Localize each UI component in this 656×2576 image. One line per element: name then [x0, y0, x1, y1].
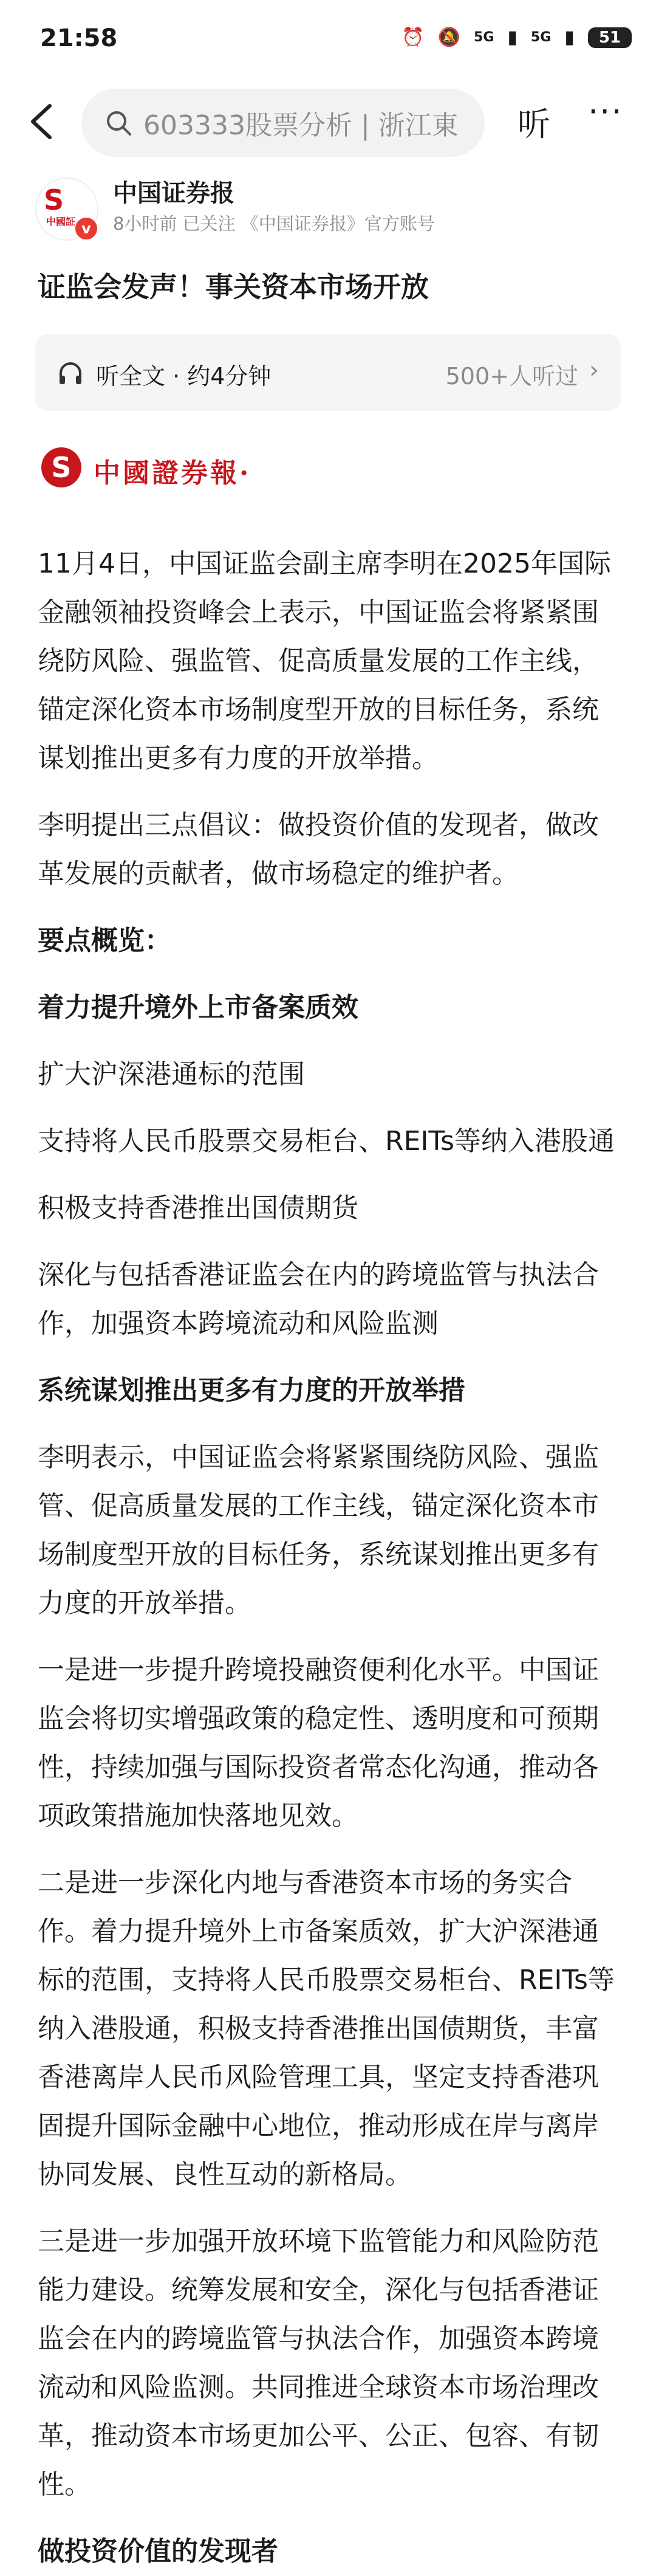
- headphones-icon: [57, 360, 84, 387]
- author-name[interactable]: 中国证券报: [113, 179, 234, 207]
- listen-card[interactable]: [35, 334, 621, 411]
- article-paragraph: 李明表示，中国证监会将紧紧围绕防风险、强监管、促高质量发展的工作主线，锚定深化资本市场制度型开放的目标任务，系统谋划推出更多有力度的开放举措。: [38, 1442, 599, 1619]
- avatar-logo-icon: S: [44, 184, 64, 216]
- search-input[interactable]: [81, 89, 485, 157]
- signal-icon: 5G: [474, 30, 494, 45]
- chevron-right-icon: ›: [589, 356, 599, 384]
- alarm-icon: ⏰: [401, 27, 425, 48]
- more-button[interactable]: ···: [588, 92, 623, 131]
- signal-bars-icon: ▮: [507, 27, 518, 48]
- article-paragraph: 支持将人民币股票交易柜台、REITs等纳入港股通: [38, 1126, 615, 1157]
- article-paragraph: 三是进一步加强开放环境下监管能力和风险防范能力建设。统筹发展和安全，深化与包括香港证监会在内的跨境监管与执法合作，加强资本跨境流动和风险监测。共同推进全球资本市场治理改革，推动资本市场更加公平、公正、包容、有韧性。: [38, 2226, 599, 2500]
- section-heading: 系统谋划推出更多有力度的开放举措: [38, 1375, 465, 1406]
- article-paragraph: 一是进一步提升跨境投融资便利化水平。中国证监会将切实增强政策的稳定性、透明度和可预期性，持续加强与国际投资者常态化沟通，推动各项政策措施加快落地见效。: [38, 1655, 599, 1831]
- avatar-text: 中國証: [46, 216, 76, 227]
- article-paragraph: 深化与包括香港证监会在内的跨境监管与执法合作，加强资本跨境流动和风险监测: [38, 1259, 599, 1339]
- article-paragraph: 11月4日，中国证监会副主席李明在2025年国际金融领袖投资峰会上表示，中国证监会将紧紧围绕防风险、强监管、促高质量发展的工作主线，锚定深化资本市场制度型开放的目标任务，系统谋划推出更多有力度的开放举措。: [38, 548, 611, 774]
- listen-count: 500+人听过: [445, 363, 578, 390]
- article-paragraph: 李明提出三点倡议：做投资价值的发现者，做改革发展的贡献者，做市场稳定的维护者。: [38, 810, 599, 889]
- mute-icon: 🔕: [437, 27, 461, 48]
- back-icon[interactable]: [24, 102, 61, 141]
- signal-bars-icon-2: ▮: [564, 27, 575, 48]
- article-paragraph: 二是进一步深化内地与香港资本市场的务实合作。着力提升境外上市备案质效，扩大沪深港通标的范围，支持将人民币股票交易柜台、REITs等纳入港股通，积极支持香港推出国债期货，丰富香港离岸人民币风险管理工具，坚定支持香港巩固提升国际金融中心地位，推动形成在岸与离岸协同发展、良性互动的新格局。: [38, 1867, 615, 2190]
- publisher-logo: [41, 447, 656, 490]
- logo-text: 中國證券報·: [94, 458, 251, 489]
- status-bar: [0, 0, 656, 85]
- section-heading: 要点概览：: [38, 925, 171, 956]
- status-time: 21:58: [40, 24, 118, 52]
- article-paragraph: 积极支持香港推出国债期货: [38, 1193, 358, 1224]
- author-meta: 8小时前 已关注 《中国证券报》官方账号: [113, 213, 435, 234]
- status-icons: [401, 27, 632, 48]
- section-heading: 做投资价值的发现者: [38, 2536, 278, 2567]
- article-title: 证监会发声！事关资本市场开放: [38, 270, 429, 303]
- search-icon: [104, 109, 132, 137]
- author-row[interactable]: [0, 174, 656, 241]
- signal-icon-2: 5G: [530, 30, 552, 45]
- article-body: [38, 540, 622, 2576]
- listen-label: 听全文 · 约4分钟: [96, 363, 272, 390]
- listen-button[interactable]: 听: [518, 105, 550, 143]
- top-bar: [0, 85, 656, 158]
- logo-mark-icon: S: [41, 447, 81, 487]
- battery-icon: 51: [588, 27, 632, 48]
- search-query: 603333股票分析 | 浙江東: [143, 110, 459, 141]
- article-paragraph: 扩大沪深港通标的范围: [38, 1059, 305, 1090]
- verified-badge: v: [74, 216, 98, 241]
- section-heading: 着力提升境外上市备案质效: [38, 992, 358, 1023]
